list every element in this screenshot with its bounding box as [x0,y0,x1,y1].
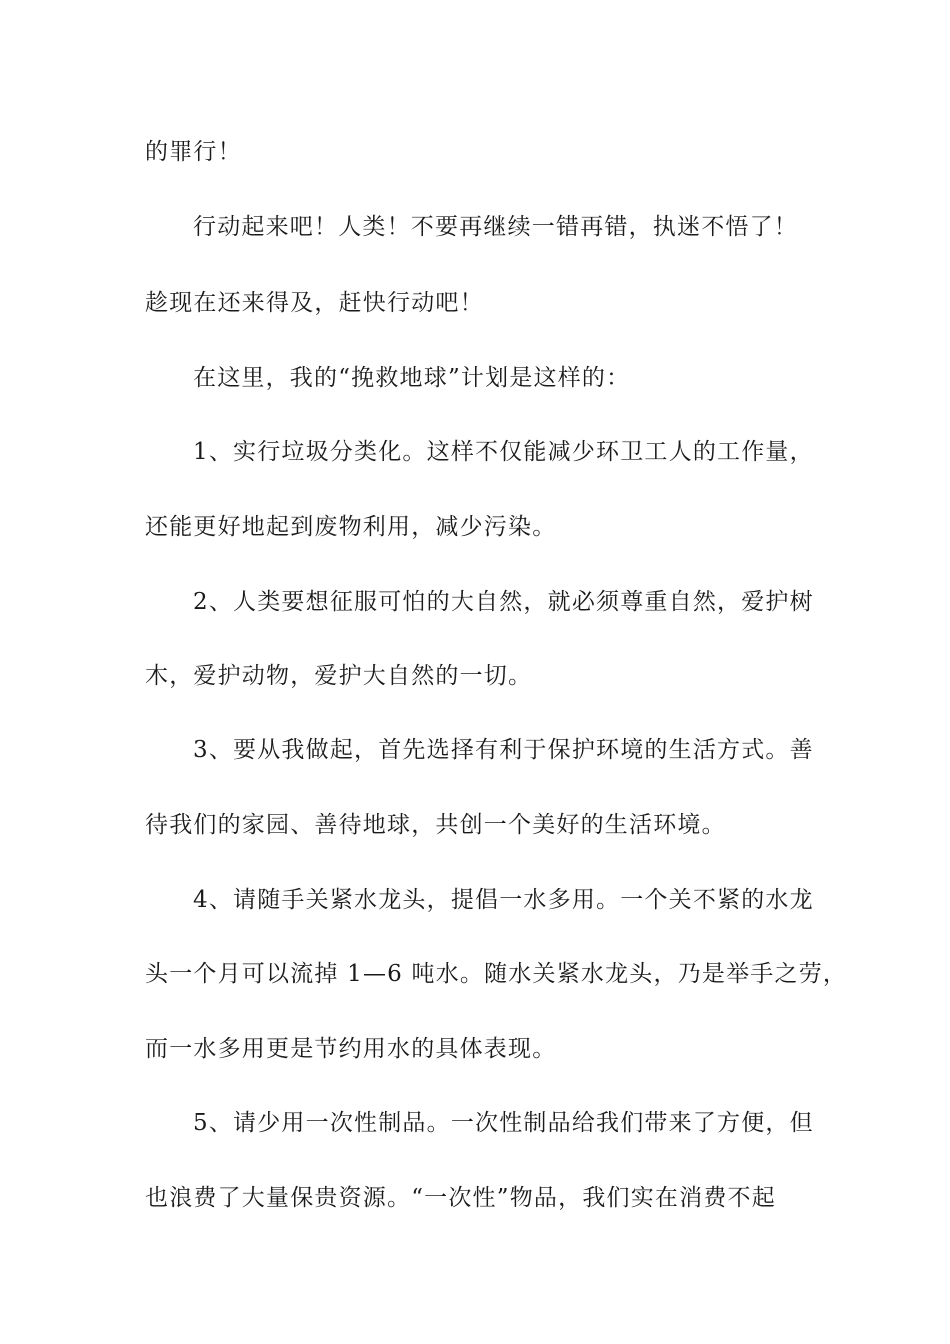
text-line: 1、实行垃圾分类化。这样不仅能减少环卫工人的工作量， [193,439,814,465]
text-line: 行动起来吧！人类！不要再继续一错再错，执迷不悟了！ [193,214,798,240]
text-line: 2、人类要想征服可怕的大自然，就必须尊重自然，爱护树 [193,589,814,615]
text-line: 在这里，我的“挽救地球”计划是这样的： [193,365,631,391]
text-line: 待我们的家园、善待地球，共创一个美好的生活环境。 [145,812,726,838]
text-line: 5、请少用一次性制品。一次性制品给我们带来了方便，但 [193,1110,814,1136]
text-line: 还能更好地起到废物利用，减少污染。 [145,514,557,540]
text-line: 4、请随手关紧水龙头，提倡一水多用。一个关不紧的水龙 [193,887,814,913]
text-line: 而一水多用更是节约用水的具体表现。 [145,1036,557,1062]
text-line: 3、要从我做起，首先选择有利于保护环境的生活方式。善 [193,737,814,763]
text-line: 也浪费了大量保贵资源。“一次性”物品，我们实在消费不起 [145,1185,776,1211]
text-line: 木，爱护动物，爱护大自然的一切。 [145,663,533,689]
text-line: 头一个月可以流掉 1—6 吨水。随水关紧水龙头，乃是举手之劳， [145,961,848,987]
text-line: 趁现在还来得及，赶快行动吧！ [145,290,484,316]
text-line: 的罪行！ [145,139,242,165]
